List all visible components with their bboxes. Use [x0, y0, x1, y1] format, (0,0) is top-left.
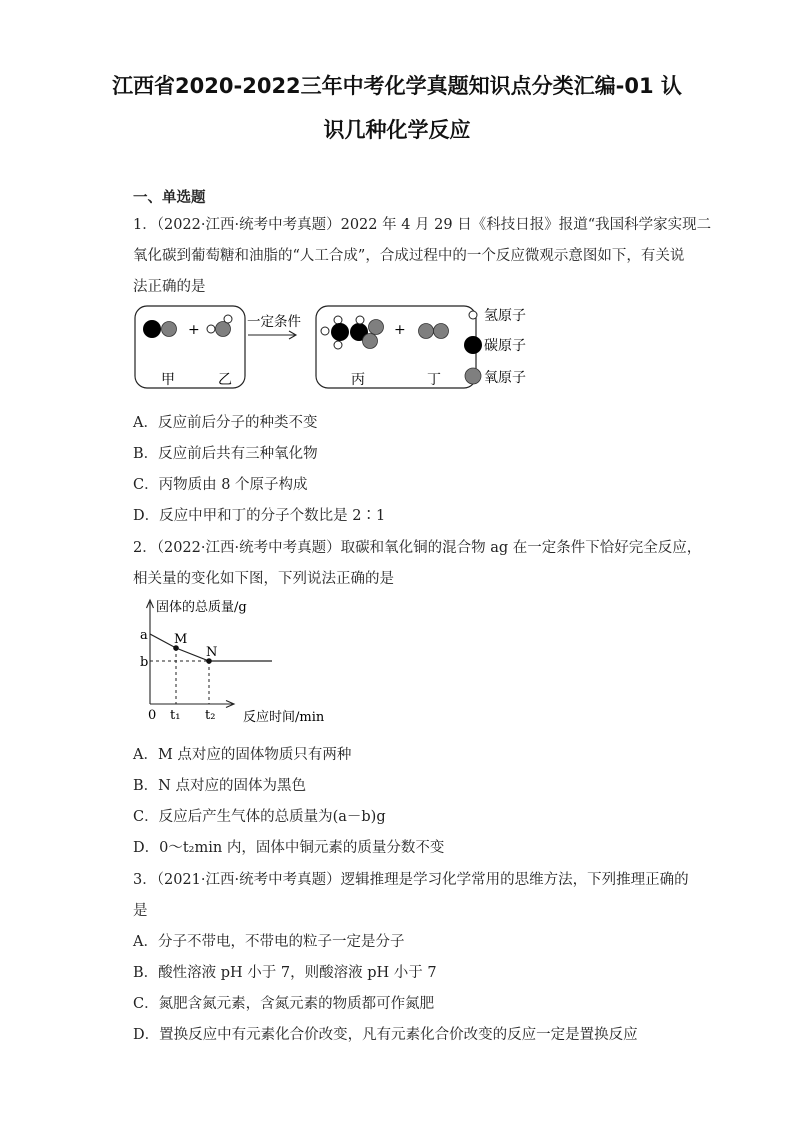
- point-m-label: M: [174, 632, 188, 647]
- carbon-atom-jia: [143, 320, 161, 338]
- mass-time-graph: [130, 592, 350, 728]
- page-title-line-2: 识几种化学反应: [323, 118, 471, 142]
- q1-option-a: A．反应前后分子的种类不变: [133, 415, 318, 431]
- y-tick-a: a: [140, 628, 148, 643]
- page-title-line-1: 江西省2020-2022三年中考化学真题知识点分类汇编-01 认: [112, 74, 682, 98]
- q1-option-c: C．丙物质由 8 个原子构成: [133, 477, 308, 493]
- label-jia: 甲: [161, 372, 175, 388]
- legend-carbon-label: 碳原子: [484, 338, 526, 354]
- oxygen-atom-ding-2: [434, 324, 449, 339]
- origin-label: 0: [148, 708, 157, 723]
- legend-oxygen-label: 氧原子: [484, 370, 526, 386]
- plus-sign-1: +: [188, 322, 200, 338]
- plus-sign-2: +: [394, 322, 406, 338]
- q2-stem-line-1: 2．（2022·江西·统考中考真题）取碳和氧化铜的混合物 ag 在一定条件下恰好完全反应，: [133, 540, 702, 556]
- q3-option-c: C．氮肥含氮元素，含氮元素的物质都可作氮肥: [133, 996, 435, 1012]
- hydrogen-atom-bing-3: [334, 341, 342, 349]
- label-ding: 丁: [427, 372, 441, 388]
- legend-hydrogen-label: 氢原子: [484, 308, 526, 324]
- x-tick-t1: t₁: [170, 708, 181, 723]
- q1-stem-line-1: 1．（2022·江西·统考中考真题）2022 年 4 月 29 日《科技日报》报道“我国科学家实现二: [133, 217, 712, 233]
- oxygen-atom-bing-1: [369, 320, 384, 335]
- oxygen-atom-bing-2: [363, 334, 378, 349]
- arrow-condition-label: 一定条件: [247, 314, 301, 330]
- q2-option-a: A．M 点对应的固体物质只有两种: [133, 747, 352, 763]
- x-axis-label: 反应时间/min: [243, 710, 325, 725]
- oxygen-atom-yi: [216, 322, 231, 337]
- hydrogen-atom-yi-1: [207, 325, 215, 333]
- carbon-atom-bing-1: [331, 323, 349, 341]
- y-tick-b: b: [140, 655, 149, 670]
- q3-option-a: A．分子不带电，不带电的粒子一定是分子: [133, 934, 405, 950]
- legend-carbon-icon: [464, 336, 482, 354]
- point-n-label: N: [206, 645, 218, 660]
- q2-option-c: C．反应后产生气体的总质量为(a－b)g: [133, 809, 386, 825]
- reaction-diagram: [120, 298, 560, 398]
- q2-option-d: D．0～t₂min 内，固体中铜元素的质量分数不变: [133, 840, 445, 856]
- oxygen-atom-ding-1: [419, 324, 434, 339]
- q2-option-b: B．N 点对应的固体为黑色: [133, 778, 306, 794]
- q1-stem-line-3: 法正确的是: [133, 279, 206, 295]
- x-tick-t2: t₂: [205, 708, 216, 723]
- label-bing: 丙: [351, 372, 365, 388]
- label-yi: 乙: [218, 372, 232, 388]
- hydrogen-atom-bing-4: [356, 316, 364, 324]
- q1-stem-line-2: 氧化碳到葡萄糖和油脂的“人工合成”，合成过程中的一个反应微观示意图如下，有关说: [133, 248, 685, 264]
- section-heading: 一、单选题: [133, 190, 206, 206]
- hydrogen-atom-yi-2: [224, 315, 232, 323]
- q2-stem-line-2: 相关量的变化如下图，下列说法正确的是: [133, 571, 394, 587]
- hydrogen-atom-bing-1: [321, 327, 329, 335]
- q3-stem-line-2: 是: [133, 903, 148, 919]
- hydrogen-atom-bing-2: [334, 316, 342, 324]
- oxygen-atom-jia: [162, 322, 177, 337]
- legend-hydrogen-icon: [469, 311, 477, 319]
- q3-stem-line-1: 3．（2021·江西·统考中考真题）逻辑推理是学习化学常用的思维方法，下列推理正确的: [133, 872, 689, 888]
- legend-oxygen-icon: [465, 368, 481, 384]
- q3-option-b: B．酸性溶液 pH 小于 7，则酸溶液 pH 小于 7: [133, 965, 437, 981]
- q1-option-d: D．反应中甲和丁的分子个数比是 2∶1: [133, 508, 386, 524]
- y-axis-label: 固体的总质量/g: [156, 600, 247, 615]
- q1-option-b: B．反应前后共有三种氧化物: [133, 446, 318, 462]
- q3-option-d: D．置换反应中有元素化合价改变，凡有元素化合价改变的反应一定是置换反应: [133, 1027, 638, 1043]
